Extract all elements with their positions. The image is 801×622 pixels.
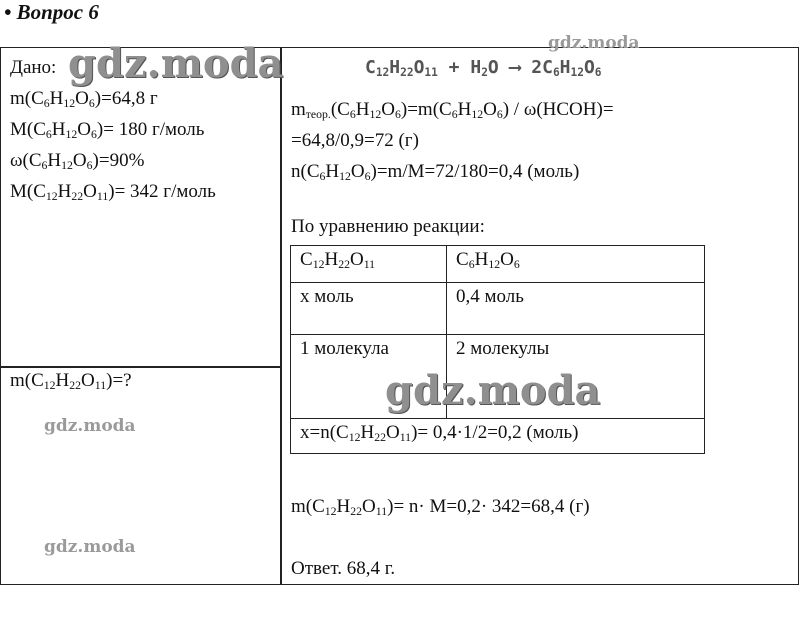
given-line: $\omega(C_6H_{12}O_6)=90\%$: [10, 150, 145, 172]
watermark: gdz.moda: [385, 367, 601, 414]
calculation-block: [291, 94, 614, 187]
table-row: [291, 283, 705, 335]
calc-line: =64,8/0,9=72 (г): [291, 130, 419, 151]
table-cell: 1 молекула: [291, 335, 447, 419]
answer-line: Ответ. 68,4 г.: [291, 558, 396, 579]
by-equation-label: По уравнению реакции:: [291, 216, 485, 237]
reaction-equation: $C_{12}H_{22}O_{11} + H_2O$ ⟶ $2C_6H_{12}O_6$: [365, 57, 602, 79]
find-section: $m(C_{12}H_{22}O_{11})=$?: [10, 370, 132, 392]
table-cell: $C_{12}H_{22}O_{11}$: [291, 246, 447, 283]
watermark: gdz.moda: [548, 33, 640, 53]
ratio-table: [290, 245, 705, 454]
watermark: gdz.moda: [44, 537, 136, 557]
table-row: [291, 246, 705, 283]
question-heading: • Вопрос 6: [4, 0, 99, 24]
given-line: $m(C_6H_{12}O_6)=64,8$ г: [10, 88, 158, 110]
table-cell: x моль: [291, 283, 447, 335]
table-cell: $C_6H_{12}O_6$: [447, 246, 705, 283]
mass-result: $m(C_{12}H_{22}O_{11})= n\cdot M=0,2\cdot 342=68,4$ (г): [291, 496, 590, 518]
given-line: $M(C_6H_{12}O_6)= 180$ г/моль: [10, 119, 205, 141]
given-label: Дано:: [10, 57, 57, 78]
table-row: [291, 419, 705, 454]
column-divider: [280, 47, 282, 585]
given-line: $M(C_{12}H_{22}O_{11})= 342$ г/моль: [10, 181, 216, 203]
table-cell: 0,4 моль: [447, 283, 705, 335]
table-result-cell: $x=n(C_{12}H_{22}O_{11})= 0,4\cdot 1/2=0,2$ (моль): [291, 419, 705, 454]
calc-line: $m_{теор.}(C_6H_{12}O_6)=m(C_6H_{12}O_6)$ / ω(HCOH)=: [291, 99, 614, 121]
watermark: gdz.moda: [68, 40, 284, 87]
watermark: gdz.moda: [44, 416, 136, 436]
given-find-divider: [0, 366, 281, 368]
calc-line: $n(C_6H_{12}O_6)=m/M=72/180=0,4$ (моль): [291, 161, 580, 183]
table-cell: 2 молекулы: [447, 335, 705, 419]
